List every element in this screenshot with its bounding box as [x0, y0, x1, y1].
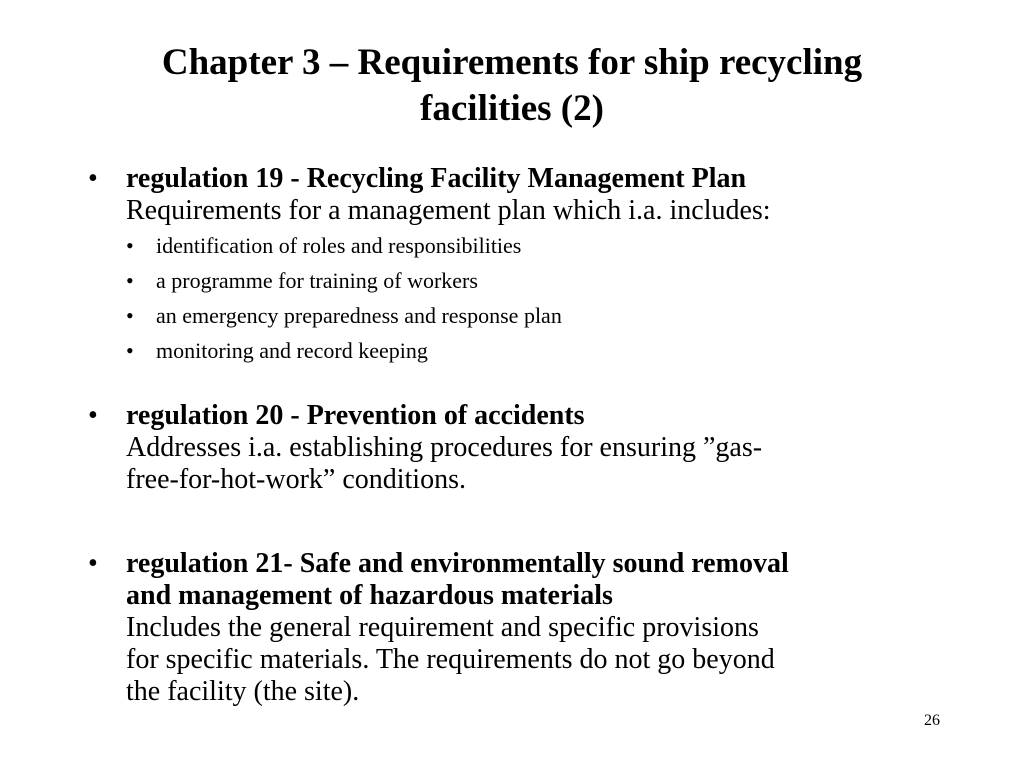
section-description-line-1: Includes the general requirement and specific provisions: [126, 612, 759, 643]
sub-bullet-text: monitoring and record keeping: [156, 338, 428, 363]
section-description-line-2: for specific materials. The requirements do not go beyond: [126, 644, 775, 675]
sub-bullet-item: [126, 266, 946, 301]
title-line-2: facilities (2): [420, 88, 604, 129]
section-description: Requirements for a management plan which i.a. includes:: [126, 195, 771, 226]
sub-bullet-text: an emergency preparedness and response plan: [156, 303, 562, 328]
sub-bullet-item: [126, 231, 946, 266]
title-line-1: Chapter 3 – Requirements for ship recycling: [161, 42, 863, 83]
section-heading-line-1: regulation 21- Safe and environmentally sound removal: [126, 548, 789, 579]
bullet-body: [126, 548, 946, 708]
sub-bullet-item: [126, 301, 946, 336]
sub-bullet-dot: •: [126, 268, 134, 293]
section-description-line-1: Addresses i.a. establishing procedures for ensuring ”gas-: [126, 432, 763, 463]
section-description-line-3: the facility (the site).: [126, 676, 360, 707]
sub-bullet-dot: •: [126, 303, 134, 328]
sub-bullet-dot: •: [126, 338, 134, 363]
bullet-dot: •: [88, 548, 98, 579]
sub-bullet-list: [126, 231, 946, 371]
sub-bullet-item: [126, 336, 946, 371]
section-heading: regulation 19 - Recycling Facility Management Plan: [126, 163, 747, 194]
bullet-dot: •: [88, 400, 98, 431]
section-description-line-2: free-for-hot-work” conditions.: [126, 464, 466, 495]
section-heading: regulation 20 - Prevention of accidents: [126, 400, 585, 431]
bullet-body: [126, 163, 946, 371]
bullet-body: [126, 400, 946, 496]
sub-bullet-dot: •: [126, 233, 134, 258]
section-heading-line-2: and management of hazardous materials: [126, 580, 613, 611]
bullet-dot: •: [88, 163, 98, 194]
sub-bullet-text: a programme for training of workers: [156, 268, 478, 293]
sub-bullet-text: identification of roles and responsibilities: [156, 233, 522, 258]
page-number: 26: [924, 712, 940, 729]
